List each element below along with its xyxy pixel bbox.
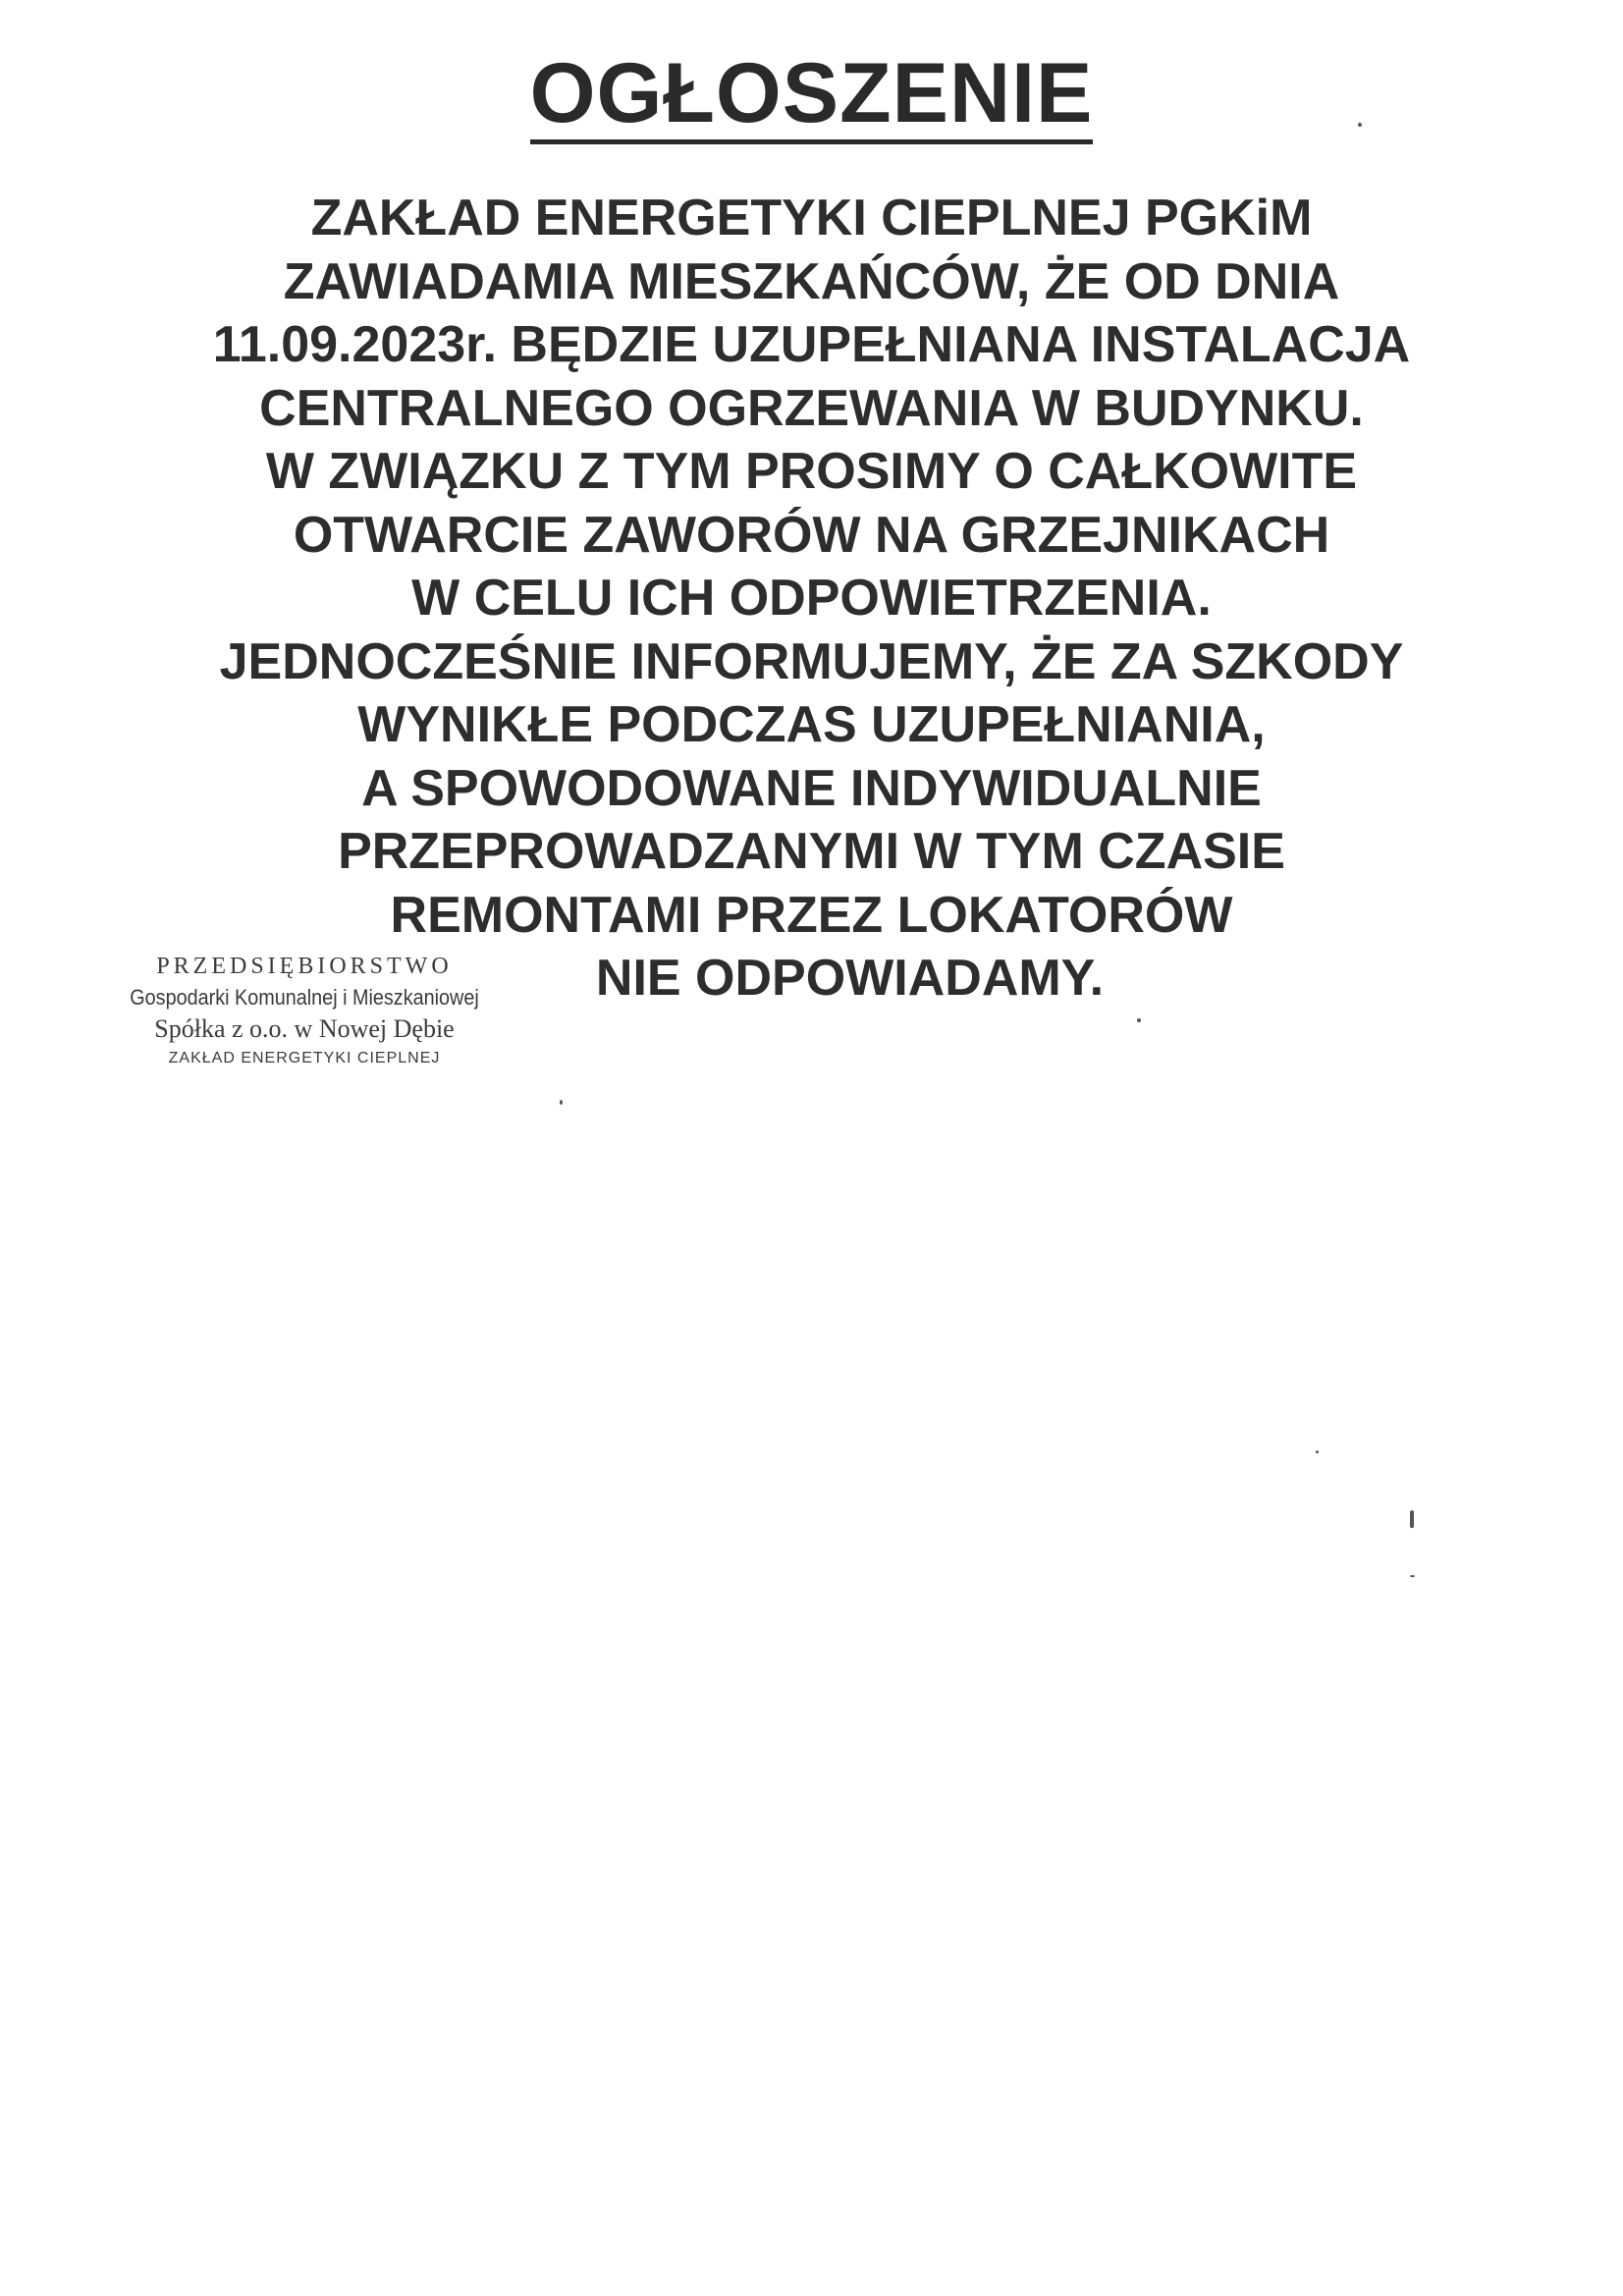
notice-line: REMONTAMI PRZEZ LOKATORÓW xyxy=(390,886,1233,944)
notice-line: CENTRALNEGO OGRZEWANIA W BUDYNKU. xyxy=(259,379,1364,437)
stamp-line-company: PRZEDSIĘBIORSTWO xyxy=(156,954,453,979)
notice-line: OTWARCIE ZAWORÓW NA GRZEJNIKACH xyxy=(293,506,1330,564)
stamp-line-department: ZAKŁAD ENERGETYKI CIEPLNEJ xyxy=(168,1050,441,1066)
notice-body xyxy=(0,187,1623,1011)
scan-speck xyxy=(1316,1450,1319,1453)
notice-line: PRZEPROWADZANYMI W TYM CZASIE xyxy=(338,823,1285,880)
notice-line: ZAWIADAMIA MIESZKAŃCÓW, ŻE OD DNIA xyxy=(283,252,1340,310)
scan-speck xyxy=(1137,1018,1141,1022)
notice-title-text: OGŁOSZENIE xyxy=(530,51,1094,144)
scan-speck xyxy=(560,1100,563,1105)
notice-line: W ZWIĄZKU Z TYM PROSIMY O CAŁKOWITE xyxy=(265,443,1358,500)
notice-line: ZAKŁAD ENERGETYKI CIEPLNEJ PGKiM xyxy=(310,190,1313,246)
notice-line: A SPOWODOWANE INDYWIDUALNIE xyxy=(361,759,1262,817)
notice-title xyxy=(0,46,1623,144)
notice-line: W CELU ICH ODPOWIETRZENIA. xyxy=(411,570,1212,627)
notice-line: JEDNOCZEŚNIE INFORMUJEMY, ŻE ZA SZKODY xyxy=(219,632,1404,690)
notice-line: 11.09.2023r. BĘDZIE UZUPEŁNIANA INSTALACJA xyxy=(212,316,1411,373)
notice-line: WYNIKŁE PODCZAS UZUPEŁNIANIA, xyxy=(357,696,1266,753)
scan-speck xyxy=(1410,1575,1415,1577)
stamp-line-location: Spółka z o.o. w Nowej Dębie xyxy=(154,1014,455,1043)
scan-speck xyxy=(1358,123,1362,127)
notice-line: NIE ODPOWIADAMY. xyxy=(595,950,1105,1007)
stamp-line-full-name: Gospodarki Komunalnej i Mieszkaniowej xyxy=(130,985,479,1010)
scan-speck xyxy=(1410,1510,1414,1528)
company-stamp xyxy=(98,950,511,1071)
